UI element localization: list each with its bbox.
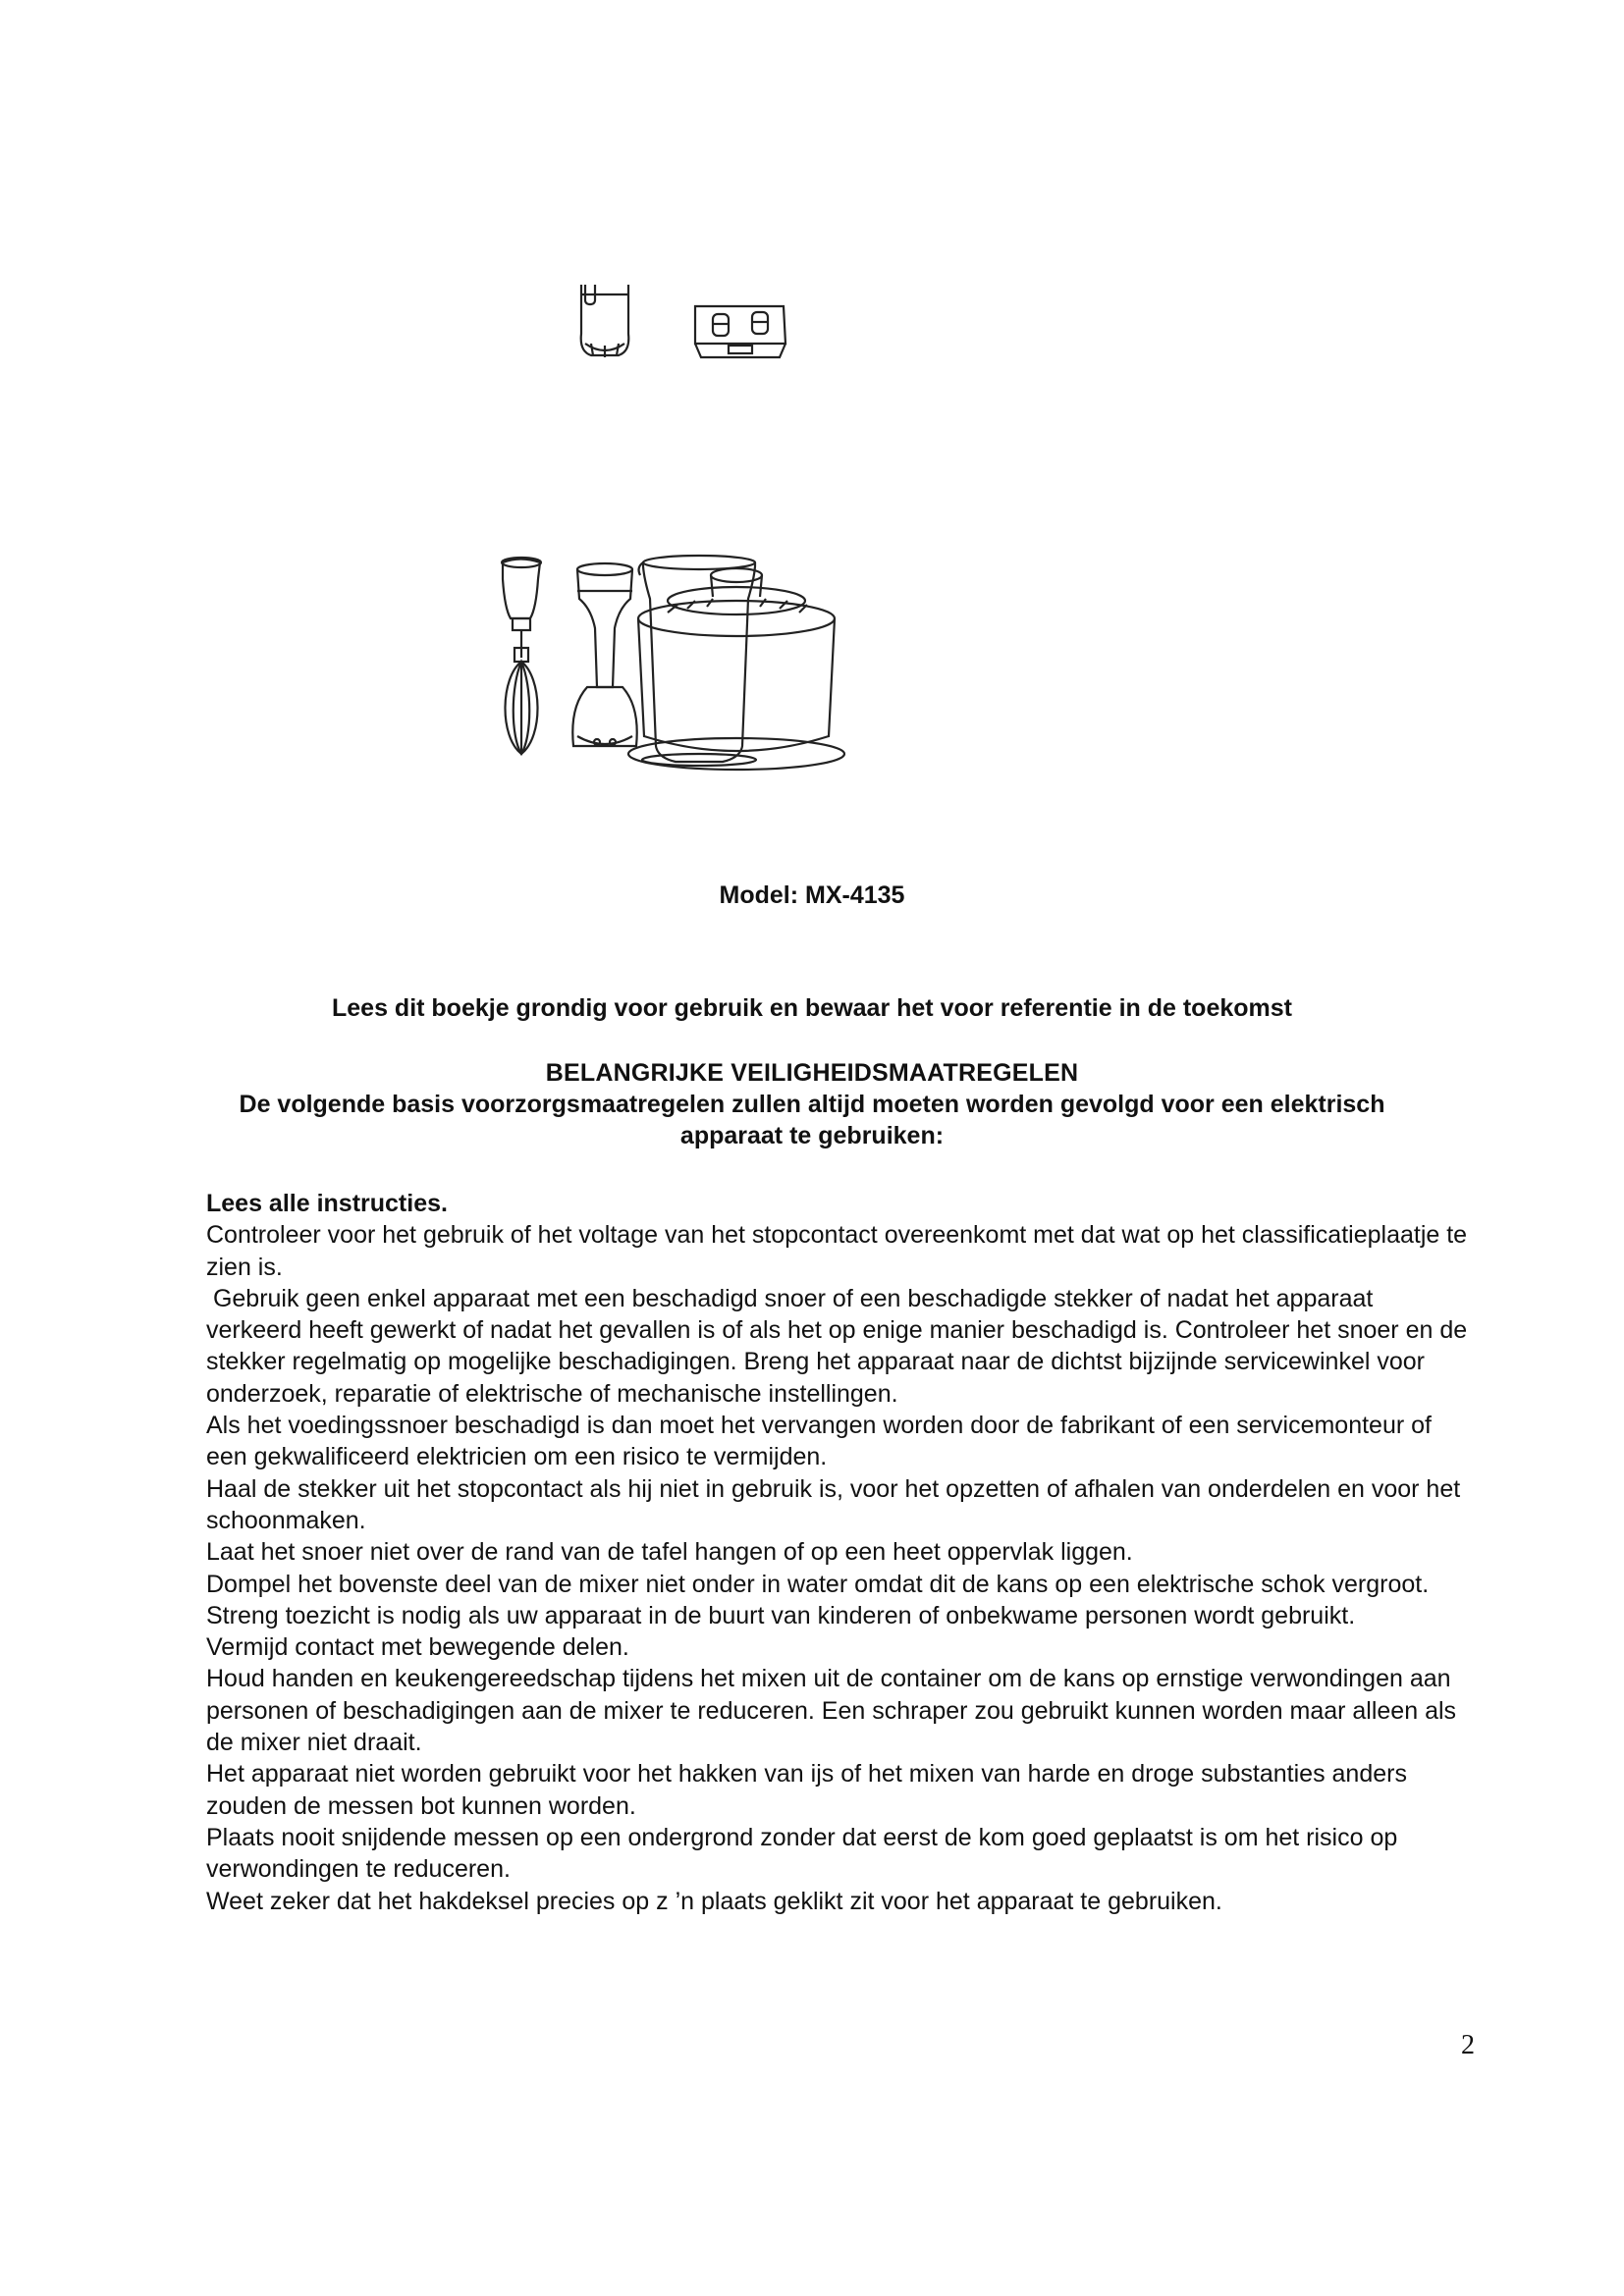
paragraph: Als het voedingssnoer beschadigd is dan moet het vervangen worden door de fabrikant of een servicemonteur of een gekwalificeerd elektricien om een risico te vermijden. [206,1412,1432,1471]
whisk-attachment [502,558,541,754]
paragraph: Weet zeker dat het hakdeksel precies op z ’n plaats geklikt zit voor het apparaat te gebruiken. [206,1887,1222,1915]
paragraph: Plaats nooit snijdende messen op een ondergrond zonder dat eerst de kom goed geplaatst is om het risico op verwondingen te reduceren. [206,1823,1398,1884]
safety-heading [0,1057,1624,1151]
paragraph: Controleer voor het gebruik of het voltage van het stopcontact overeenkomt met dat wat op het classificatieplaatje te zien is. [206,1221,1468,1281]
paragraph: Houd handen en keukengereedschap tijdens het mixen uit de container om de kans op ernstige verwondingen aan personen of beschadigingen aan de mixer te reduceren. Een schraper zou gebruikt kunnen worden maar alleen als de mixer niet draait. [206,1665,1457,1757]
paragraph: Haal de stekker uit het stopcontact als hij niet in gebruik is, voor het opzetten of afhalen van onderdelen en voor het schoonmaken. [206,1474,1461,1534]
motor-handle [581,285,654,357]
paragraph: Vermijd contact met bewegende delen. [206,1633,629,1662]
product-illustration [471,285,1218,795]
safety-subtitle: De volgende basis voorzorgsmaatregelen zullen altijd moeten worden gevolgd voor een elektrisch apparaat te gebruiken: [239,1091,1385,1149]
paragraph: Gebruik geen enkel apparaat met een beschadigd snoer of een beschadigde stekker of nadat het apparaat verkeerd heeft gewerkt of nadat het gevallen is of als het op enige manier beschadigd is. Controleer het snoer en de stekker regelmatig op mogelijke beschadigingen. Breng het apparaat naar de dichtst bijzijnde servicewinkel voor onderzoek, reparatie of elektrische of mechanische instellingen. [206,1284,1475,1408]
wall-bracket [695,306,785,357]
chopper-bowl [628,568,844,770]
model-label: Model: MX-4135 [719,881,905,909]
paragraph: Laat het snoer niet over de rand van de tafel hangen of op een heet oppervlak liggen. [206,1538,1133,1567]
page-number: 2 [1461,2030,1475,2060]
safety-instructions [206,1188,1473,1917]
paragraph: Dompel het bovenste deel van de mixer niet onder in water omdat dit de kans op een elektrische schok vergroot. [206,1570,1430,1598]
paragraph: Het apparaat niet worden gebruikt voor het hakken van ijs of het mixen van harde en droge substanties anders zouden de messen bot kunnen worden. [206,1760,1407,1820]
paragraph: Streng toezicht is nodig als uw apparaat in de buurt van kinderen of onbekwame personen wordt gebruikt. [206,1601,1356,1629]
blender-shaft [572,563,636,746]
read-instruction: Lees dit boekje grondig voor gebruik en bewaar het voor referentie in de toekomst [332,994,1292,1022]
lead-instruction: Lees alle instructies. [206,1190,448,1217]
safety-title: BELANGRIJKE VEILIGHEIDSMAATREGELEN [545,1059,1079,1087]
